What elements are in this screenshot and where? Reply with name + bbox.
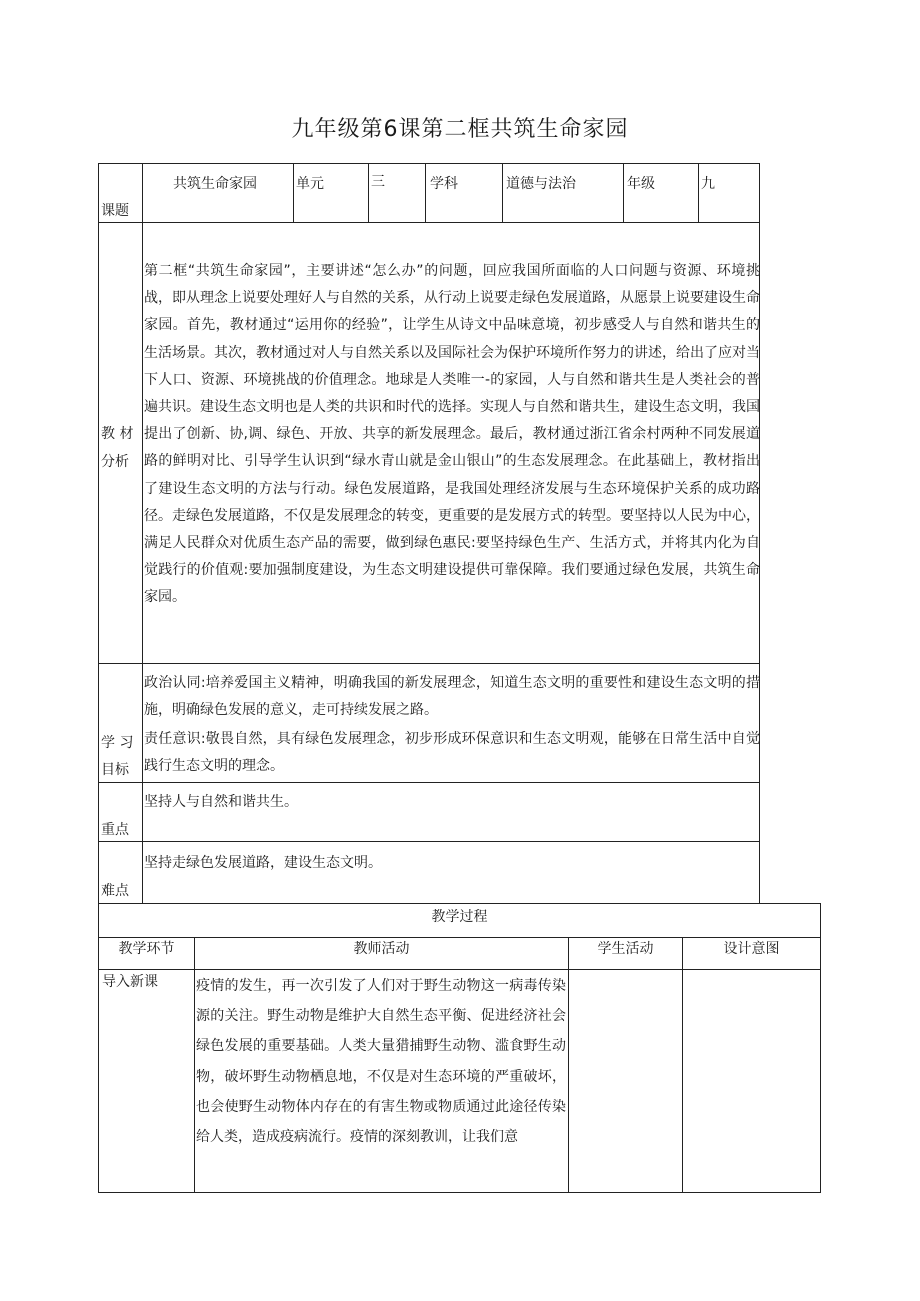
header-student-cell xyxy=(568,937,682,969)
grade-label: 年级 xyxy=(627,176,655,192)
cell-unit-label xyxy=(293,163,368,222)
cell-analysis-text xyxy=(142,222,760,663)
header-stage-cell xyxy=(98,937,194,969)
row-stage-cell xyxy=(98,969,194,1193)
difficulty-text: 坚持走绿色发展道路，建设生态文明。 xyxy=(144,855,382,871)
row-stage: 导入新课 xyxy=(102,974,158,990)
analysis-label-line1: 教 材 xyxy=(101,426,134,442)
cell-difficulty-text xyxy=(142,841,760,903)
process-title-cell xyxy=(98,903,821,937)
subject-label: 学科 xyxy=(430,176,458,192)
cell-keypoint-label xyxy=(98,782,142,841)
cell-keypoint-text xyxy=(142,782,760,841)
row-teacher-cell xyxy=(194,969,568,1193)
cell-analysis-label xyxy=(98,222,142,663)
goals-label-line2: 目标 xyxy=(101,762,129,778)
unit-label: 单元 xyxy=(296,176,324,192)
document-title: 九年级第6课第二框共筑生命家园 xyxy=(291,117,629,142)
cell-grade-label xyxy=(623,163,698,222)
goal-political-identity: 政治认同:培养爱国主义精神，明确我国的新发展理念，知道生态文明的重要性和建设生态文明的措施，明确绿色发展的意义，走可持续发展之路。 xyxy=(144,675,760,719)
topic-label: 课题 xyxy=(101,203,129,219)
cell-grade-value xyxy=(698,163,760,222)
header-intent-cell xyxy=(682,937,821,969)
goal-responsibility: 责任意识:敬畏自然，具有绿色发展理念，初步形成环保意识和生态文明观，能够在日常生活中自觉践行生态文明的理念。 xyxy=(144,731,760,775)
goals-label-line1: 学 习 xyxy=(101,735,134,751)
header-teacher: 教师活动 xyxy=(353,941,410,957)
row-intent-cell xyxy=(682,969,821,1193)
keypoint-text: 坚持人与自然和谐共生。 xyxy=(144,794,298,810)
grade-value: 九 xyxy=(701,176,715,192)
cell-subject-value xyxy=(502,163,623,222)
topic-value: 共筑生命家园 xyxy=(173,176,257,192)
header-student: 学生活动 xyxy=(597,941,654,957)
header-teacher-cell xyxy=(194,937,568,969)
process-title: 教学过程 xyxy=(431,909,488,925)
cell-topic-value xyxy=(142,163,293,222)
analysis-label-line2: 分析 xyxy=(101,454,129,470)
unit-value: 三 xyxy=(371,174,385,190)
subject-value: 道德与法治 xyxy=(506,176,576,192)
cell-goals-label xyxy=(98,663,142,782)
difficulty-label: 难点 xyxy=(101,883,129,899)
row-teacher-activity: 疫情的发生，再一次引发了人们对于野生动物这一病毒传染源的关注。野生动物是维护大自然生态平衡、促进经济社会绿色发展的重要基础。人类大量猎捕野生动物、滥食野生动物，破坏野生动物栖息地，不仅是对生态环境的严重破坏，也会使野生动物体内存在的有害生物或物质通过此途径传染给人类，造成疫病流行。疫情的深刻教训，让我们意 xyxy=(196,978,566,1146)
cell-label-topic xyxy=(98,163,142,222)
cell-unit-value xyxy=(368,163,425,222)
keypoint-label: 重点 xyxy=(101,822,129,838)
header-intent: 设计意图 xyxy=(723,941,780,957)
cell-subject-label xyxy=(425,163,502,222)
cell-difficulty-label xyxy=(98,841,142,903)
analysis-text: 第二框“共筑生命家园”，主要讲述“怎么办”的问题，回应我国所面临的人口问题与资源、环境挑战，即从理念上说要处理好人与自然的关系，从行动上说要走绿色发展道路，从愿景上说要建设生命家园。首先，教材通过“运用你的经验”，让学生从诗文中品味意境，初步感受人与自然和谐共生的生活场景。其次，教材通过对人与自然关系以及国际社会为保护环境所作努力的讲述，给出了应对当下人口、资源、环境挑战的价值理念。地球是人类唯一-的家园，人与自然和谐共生是人类社会的普遍共识。建设生态文明也是人类的共识和时代的选择。实现人与自然和谐共生，建设生态文明，我国提出了创新、协,调、绿色、开放、共享的新发展理念。最后，教材通过浙江省余村两种不同发展道路的鲜明对比、引导学生认识到“绿水青山就是金山银山”的生态发展理念。在此基础上，教材指出了建设生态文明的方法与行动。绿色发展道路，是我国处理经济发展与生态环境保护关系的成功路径。走绿色发展道路，不仅是发展理念的转变，更重要的是发展方式的转型。要坚持以人民为中心，满足人民群众对优质生态产品的需要，做到绿色惠民:要坚持绿色生产、生活方式，并将其内化为自觉践行的价值观:要加强制度建设，为生态文明建设提供可靠保障。我们要通过绿色发展，共筑生命家园。 xyxy=(144,263,760,606)
cell-goals-text xyxy=(142,663,760,782)
row-student-cell xyxy=(568,969,682,1193)
header-stage: 教学环节 xyxy=(118,941,175,957)
